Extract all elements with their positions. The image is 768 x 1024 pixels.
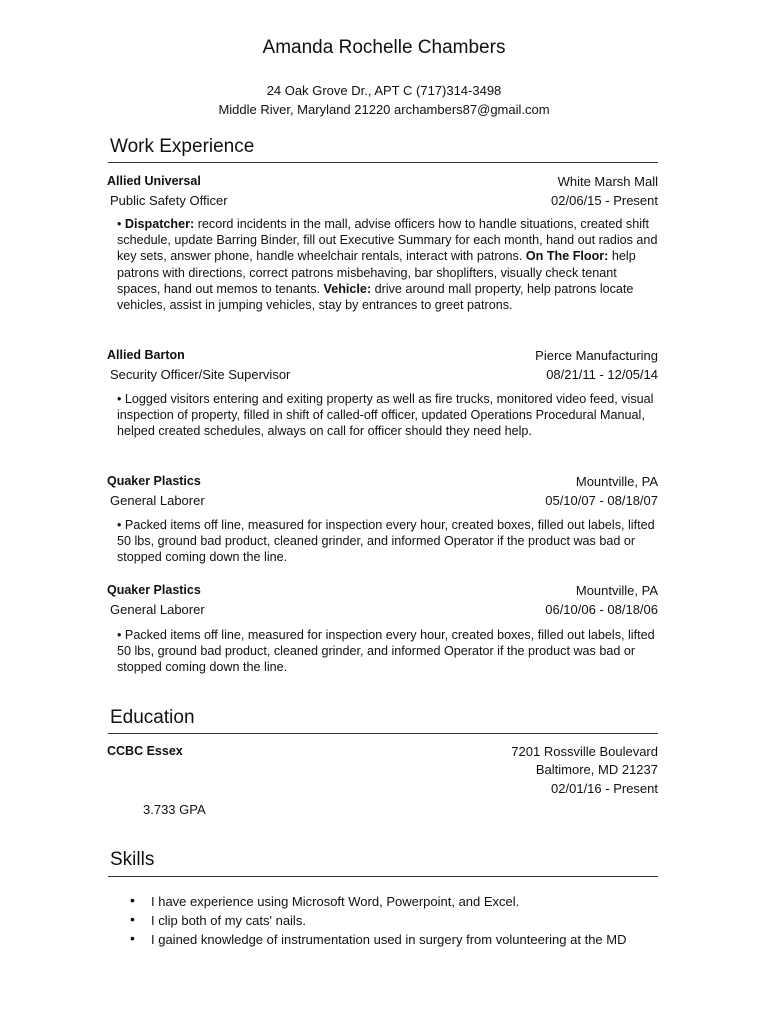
job-description bbox=[117, 517, 662, 566]
skill-bullet: • bbox=[130, 930, 135, 946]
job-dates: 08/21/11 - 12/05/14 bbox=[546, 367, 658, 382]
education-divider bbox=[108, 733, 658, 734]
education-heading: Education bbox=[110, 707, 195, 728]
job-dates: 05/10/07 - 08/18/07 bbox=[545, 493, 658, 508]
skill-bullet: • bbox=[130, 911, 135, 927]
skill-item: I clip both of my cats' nails. bbox=[151, 913, 306, 928]
job-role: General Laborer bbox=[110, 602, 205, 617]
job-location: White Marsh Mall bbox=[557, 174, 658, 189]
job-description bbox=[117, 391, 662, 440]
job-dates: 02/06/15 - Present bbox=[551, 193, 658, 208]
address-line-2: Middle River, Maryland 21220 archambers87@gmail.com bbox=[218, 102, 550, 117]
description-text: Logged visitors entering and exiting property as well as fire trucks, monitored video feed, visual inspection of property, filled in shift of called-off officer, updated Operations Procedural Manual, helped created schedules, always on call for officer should they need help. bbox=[117, 392, 654, 439]
school-name: CCBC Essex bbox=[107, 744, 183, 758]
duty-label: Dispatcher: bbox=[124, 217, 195, 231]
job-description bbox=[117, 627, 662, 676]
job-role: General Laborer bbox=[110, 493, 205, 508]
skill-item: I gained knowledge of instrumentation used in surgery from volunteering at the MD bbox=[151, 932, 627, 947]
duty-label: On The Floor: bbox=[525, 249, 609, 264]
bullet-glyph: • bbox=[117, 518, 122, 532]
description-text: Packed items off line, measured for inspection every hour, created boxes, filled out labels, lifted 50 lbs, ground bad product, cleaned grinder, and informed Operator if the product was bad or stopped coming down the line. bbox=[117, 628, 655, 675]
school-street: 7201 Rossville Boulevard bbox=[511, 744, 658, 759]
bullet-glyph: • bbox=[117, 628, 122, 642]
skills-divider bbox=[108, 876, 658, 877]
education-dates: 02/01/16 - Present bbox=[551, 781, 658, 796]
skill-item: I have experience using Microsoft Word, Powerpoint, and Excel. bbox=[151, 894, 520, 909]
job-employer: Quaker Plastics bbox=[107, 583, 201, 597]
duty-text: record incidents in the mall, advise officers how to handle situations, created shift schedule, update Barring Binder, fill out Executive Summary for each month, hand out radios and key sets, answer phone, handle wheelchair rentals, interact with patrons. bbox=[117, 217, 658, 264]
job-role: Security Officer/Site Supervisor bbox=[110, 367, 291, 382]
bullet-glyph: • bbox=[117, 217, 122, 231]
job-employer: Quaker Plastics bbox=[107, 474, 201, 488]
duty-label: Vehicle: bbox=[323, 281, 372, 296]
school-city: Baltimore, MD 21237 bbox=[535, 762, 658, 777]
duty-text: drive around mall property, help patrons locate vehicles, assist in jumping vehicles, stay by entrances to greet patrons. bbox=[117, 281, 634, 313]
job-dates: 06/10/06 - 08/18/06 bbox=[545, 602, 658, 617]
duty-text: help patrons with directions, correct patrons misbehaving, bar shoplifters, visually check tenant spaces, hand out memos to tenants. bbox=[117, 249, 636, 296]
job-description bbox=[117, 216, 662, 313]
job-location: Pierce Manufacturing bbox=[535, 348, 658, 363]
job-location: Mountville, PA bbox=[575, 474, 658, 489]
bullet-glyph: • bbox=[117, 392, 122, 406]
gpa-value: 3.733 GPA bbox=[143, 802, 206, 817]
job-employer: Allied Universal bbox=[107, 174, 201, 188]
address-line-1: 24 Oak Grove Dr., APT C (717)314-3498 bbox=[266, 83, 502, 98]
skill-bullet: • bbox=[130, 892, 135, 908]
job-employer: Allied Barton bbox=[107, 348, 185, 362]
work-experience-heading: Work Experience bbox=[110, 136, 255, 157]
skills-heading: Skills bbox=[110, 849, 155, 870]
job-location: Mountville, PA bbox=[575, 583, 658, 598]
resume-name: Amanda Rochelle Chambers bbox=[262, 37, 506, 58]
work-experience-divider bbox=[108, 162, 658, 163]
description-text: Packed items off line, measured for inspection every hour, created boxes, filled out labels, lifted 50 lbs, ground bad product, cleaned grinder, and informed Operator if the product was bad or stopped coming down the line. bbox=[117, 518, 655, 565]
job-role: Public Safety Officer bbox=[110, 193, 228, 208]
